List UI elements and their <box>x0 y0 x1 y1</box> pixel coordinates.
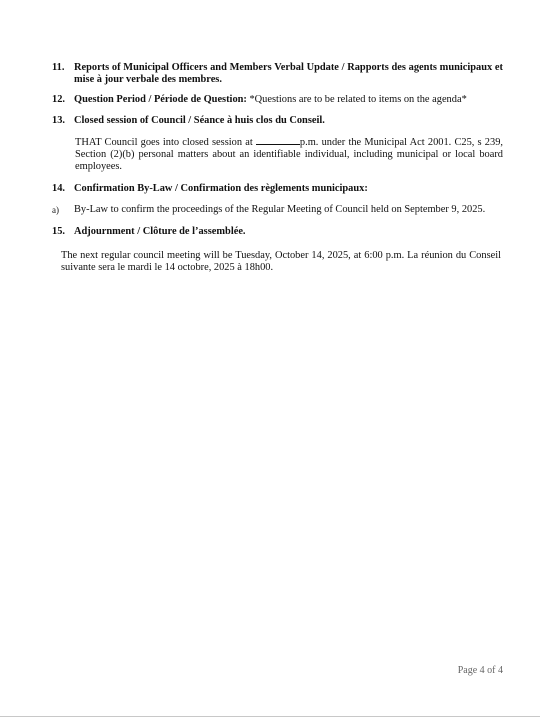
item-number: 13. <box>52 114 65 126</box>
sub-item-letter: a) <box>52 204 59 215</box>
item-number: 11. <box>52 62 65 73</box>
item-title: Confirmation By-Law / Confirmation des règlements municipaux: <box>74 183 368 195</box>
closed-session-motion <box>70 135 503 174</box>
item-title: Adjournment / Clôture de l’assemblée. <box>74 225 246 237</box>
agenda-content <box>52 62 503 274</box>
item-body <box>74 94 503 106</box>
item-title: Question Period / Période de Question: <box>74 94 247 106</box>
sub-item-text: By-Law to confirm the proceedings of the Regular Meeting of Council held on September 9, 2025. <box>74 203 486 215</box>
agenda-item-11 <box>52 62 503 86</box>
motion-text-end: p.m. under the Municipal Act 2001. C25, s 239, Section (2)(b) personal matters about an identifiable individual, including municipal or local board employees. <box>75 136 503 173</box>
item-title: Closed session of Council / Séance à huis clos du Conseil. <box>74 114 325 126</box>
item-number: 12. <box>52 94 65 106</box>
item-number: 14. <box>52 183 65 195</box>
time-blank <box>256 135 300 145</box>
agenda-item-13 <box>52 115 503 127</box>
agenda-item-15 <box>52 226 503 238</box>
item-title: Reports of Municipal Officers and Members Verbal Update / Rapports des agents municipaux et mise à jour verbale des membres. <box>74 62 503 86</box>
agenda-item-12 <box>52 94 503 106</box>
item-number: 15. <box>52 225 65 237</box>
page-number: Page 4 of 4 <box>457 665 503 676</box>
item-note: *Questions are to be related to items on the agenda* <box>246 94 467 106</box>
agenda-item-14 <box>52 183 503 195</box>
sub-item-a <box>52 204 503 216</box>
next-meeting-notice: The next regular council meeting will be Tuesday, October 14, 2025, at 6:00 p.m. La réunion du Conseil suivante sera le mardi le 14 octobre, 2025 à 18h00. <box>61 250 501 274</box>
motion-text-start: THAT Council goes into closed session at <box>75 136 256 148</box>
